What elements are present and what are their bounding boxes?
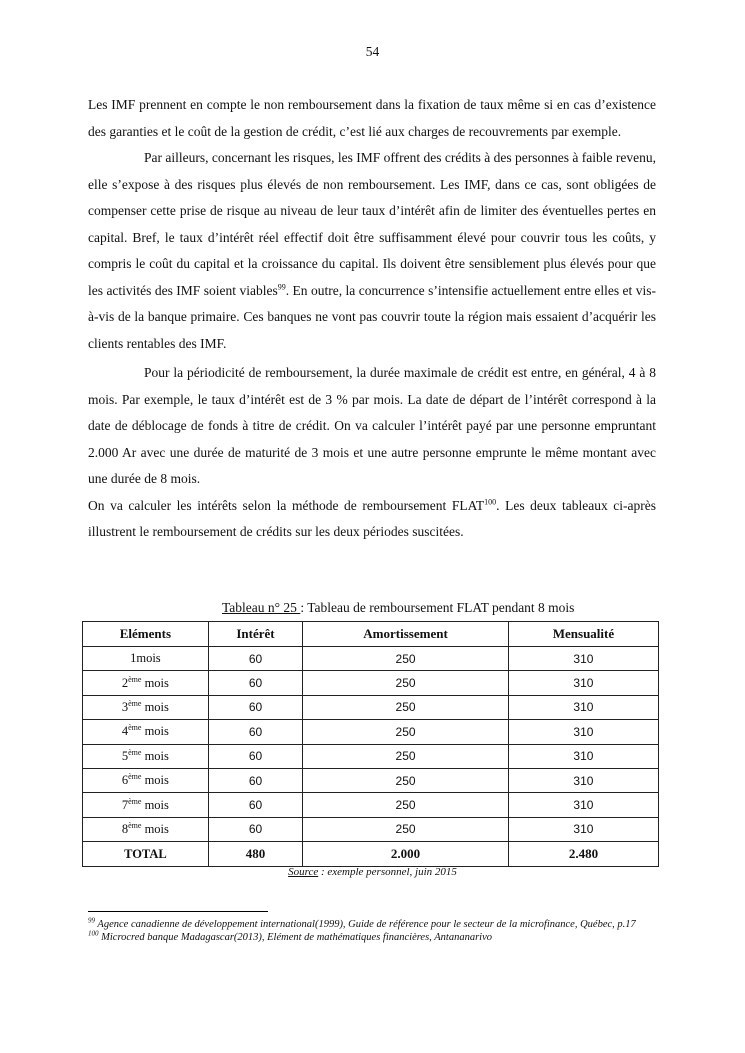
row-interet: 60: [208, 720, 302, 744]
table-header-row: [83, 622, 659, 647]
paragraph-4: [88, 493, 656, 546]
page-number: 54: [365, 44, 380, 59]
total-amortissement: 2.000: [303, 842, 509, 867]
footnote-text: Microcred banque Madagascar(2013), Elément de mathématiques financières, Antananarivo: [98, 932, 492, 943]
table-row: [83, 768, 659, 792]
row-suffix-text: mois: [141, 821, 169, 836]
header-elements: Eléments: [83, 622, 209, 647]
row-interet: 60: [208, 671, 302, 695]
row-mensualite: 310: [508, 744, 658, 768]
row-amortissement: 250: [303, 720, 509, 744]
row-suffix-text: mois: [141, 797, 169, 812]
row-mensualite: 310: [508, 695, 658, 719]
table-source: [0, 866, 745, 878]
table-row: [83, 744, 659, 768]
footnote-number: 100: [88, 929, 99, 938]
paragraph-4-part-1: On va calculer les intérêts selon la méthode de remboursement FLAT: [88, 497, 485, 513]
row-month-number: 7: [121, 797, 129, 812]
row-suffix-sup: ème: [128, 698, 142, 708]
row-interet: 60: [208, 695, 302, 719]
row-suffix-sup: ème: [128, 723, 142, 733]
paragraph-3: Pour la périodicité de remboursement, la durée maximale de crédit est entre, en général, 4 à 8 mois. Par exemple, le taux d’intérêt est de 3 % par mois. La date de départ de l’intérêt correspond à la date de déblocage de fonds à titre de crédit. On va calculer l’intérêt payé par une personne empruntant 2.000 Ar avec une durée de maturité de 3 mois et une autre personne emprunte le même montant avec une durée de 8 mois.: [88, 365, 656, 486]
row-suffix-text: mois: [141, 724, 169, 739]
row-mensualite: 310: [508, 817, 658, 841]
total-label: TOTAL: [83, 842, 209, 867]
row-month-number: 8: [121, 821, 129, 836]
row-label: 1mois: [83, 647, 209, 671]
row-mensualite: 310: [508, 647, 658, 671]
table-row: [83, 647, 659, 671]
repayment-table: [82, 621, 659, 867]
table-caption-label: Tableau n° 25: [222, 600, 301, 615]
table-row: [83, 671, 659, 695]
table-caption-text: : Tableau de remboursement FLAT pendant 8 mois: [300, 600, 575, 615]
footnote-ref-100[interactable]: 100: [484, 497, 497, 506]
paragraph-2-part-2: . En outre, la concurrence s’intensifie actuellement entre elles et vis-à-vis de la banque primaire. Ces banques ne vont pas couvrir toute la région mais essaient d’acquérir les clients rentables des IMF.: [88, 282, 657, 351]
source-text: : exemple personnel, juin 2015: [318, 866, 457, 878]
table-caption: [222, 600, 574, 616]
row-suffix-text: mois: [141, 675, 169, 690]
table-total-row: [83, 842, 659, 867]
row-interet: 60: [208, 647, 302, 671]
paragraph-1: Les IMF prennent en compte le non remboursement dans la fixation de taux même si en cas d’existence des garanties et le coût de la gestion de crédit, c’est lié aux charges de recouvrements par exemple.: [88, 97, 656, 139]
row-interet: 60: [208, 744, 302, 768]
row-suffix-sup: ème: [128, 674, 142, 684]
row-suffix-sup: ème: [128, 820, 142, 830]
row-label: [83, 793, 209, 817]
paragraph-4-part-2: . Les deux tableaux ci-après illustrent le remboursement de crédits sur les deux périodes suscitées.: [88, 497, 656, 539]
row-label: [83, 768, 209, 792]
row-month-number: 2: [121, 675, 129, 690]
header-mensualite: Mensualité: [508, 622, 658, 647]
row-suffix-text: mois: [141, 748, 169, 763]
footnote-100: [88, 931, 656, 944]
footnote-99: [88, 918, 656, 931]
row-suffix-text: mois: [141, 773, 169, 788]
body-text: [88, 92, 656, 546]
total-interet: 480: [208, 842, 302, 867]
footnotes: [88, 918, 656, 944]
row-label: [83, 671, 209, 695]
row-month-number: 4: [121, 724, 129, 739]
row-amortissement: 250: [303, 695, 509, 719]
row-label: [83, 695, 209, 719]
row-interet: 60: [208, 817, 302, 841]
row-amortissement: 250: [303, 744, 509, 768]
paragraph-2-part-1: Par ailleurs, concernant les risques, les IMF offrent des crédits à des personnes à faible revenu, elle s’expose à des risques plus élevés de non remboursement. Les IMF, dans ce cas, sont obligées de compenser cette prise de risque au niveau de leur taux d’intérêt afin de limiter des éventuelles pertes en capital. Bref, le taux d’intérêt réel effectif doit être suffisamment élevé pour couvrir tous les coûts, y compris le coût du capital et la croissance du capital. Ils doivent être sensiblement plus élevés pour que les activités des IMF soient viables: [88, 150, 656, 298]
row-month-number: 5: [121, 748, 129, 763]
row-label: [83, 817, 209, 841]
row-amortissement: 250: [303, 671, 509, 695]
table-row: [83, 817, 659, 841]
row-month-number: 6: [121, 773, 129, 788]
row-mensualite: 310: [508, 793, 658, 817]
footnote-ref-99[interactable]: 99: [277, 282, 286, 291]
source-label: Source: [288, 866, 319, 878]
row-interet: 60: [208, 793, 302, 817]
header-amortissement: Amortissement: [303, 622, 509, 647]
row-month-number: 3: [121, 699, 129, 714]
row-mensualite: 310: [508, 720, 658, 744]
row-suffix-text: mois: [141, 699, 169, 714]
header-interet: Intérêt: [208, 622, 302, 647]
row-amortissement: 250: [303, 647, 509, 671]
total-mensualite: 2.480: [508, 842, 658, 867]
row-mensualite: 310: [508, 671, 658, 695]
row-suffix-sup: ème: [128, 747, 142, 757]
table-row: [83, 793, 659, 817]
row-amortissement: 250: [303, 817, 509, 841]
footnote-separator: [88, 911, 268, 912]
paragraph-2: [88, 145, 656, 357]
footnote-number: 99: [88, 916, 95, 925]
row-mensualite: 310: [508, 768, 658, 792]
row-amortissement: 250: [303, 793, 509, 817]
row-suffix-sup: ème: [128, 771, 142, 781]
footnote-text: Agence canadienne de développement international(1999), Guide de référence pour le secteur de la microfinance, Québec, p.17: [95, 919, 636, 930]
table-row: [83, 695, 659, 719]
row-interet: 60: [208, 768, 302, 792]
row-label: [83, 720, 209, 744]
row-label: [83, 744, 209, 768]
row-suffix-sup: ème: [128, 796, 142, 806]
table-row: [83, 720, 659, 744]
row-amortissement: 250: [303, 768, 509, 792]
